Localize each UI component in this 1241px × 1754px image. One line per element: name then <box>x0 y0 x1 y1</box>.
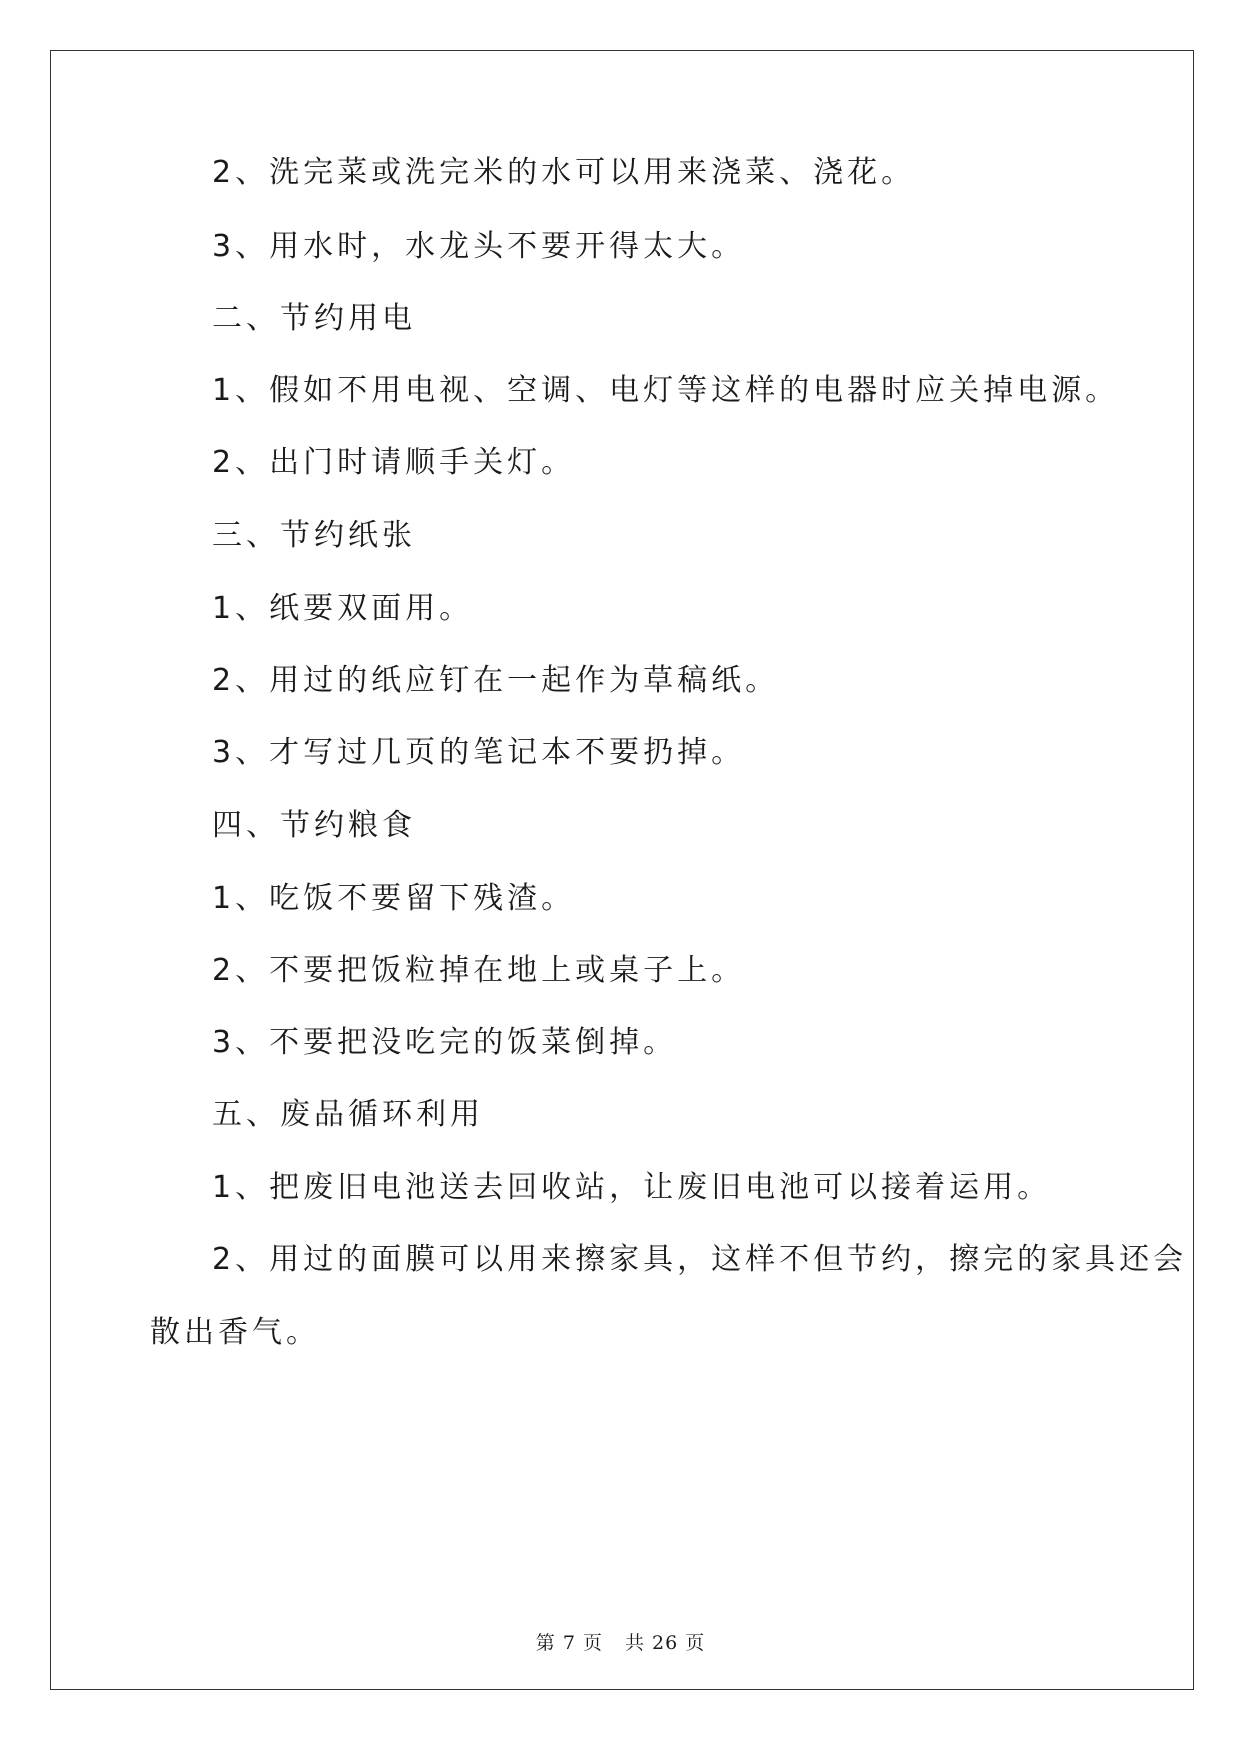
page-border <box>50 50 1194 1690</box>
paragraph: 3、不要把没吃完的饭菜倒掉。 <box>212 1025 678 1060</box>
paragraph: 2、用过的纸应钉在一起作为草稿纸。 <box>212 663 780 698</box>
paragraph: 3、用水时，水龙头不要开得太大。 <box>212 229 746 264</box>
paragraph: 1、纸要双面用。 <box>212 591 474 626</box>
section-heading: 五、废品循环利用 <box>212 1097 484 1132</box>
paragraph: 1、吃饭不要留下残渣。 <box>212 881 576 916</box>
paragraph: 1、把废旧电池送去回收站，让废旧电池可以接着运用。 <box>212 1170 1052 1205</box>
paragraph: 3、才写过几页的笔记本不要扔掉。 <box>212 735 746 770</box>
paragraph: 2、洗完菜或洗完米的水可以用来浇菜、浇花。 <box>212 155 916 190</box>
page-footer <box>0 1628 1241 1655</box>
total-pages: 共 26 页 <box>624 1632 706 1654</box>
paragraph-continuation: 散出香气。 <box>150 1315 320 1350</box>
paragraph: 1、假如不用电视、空调、电灯等这样的电器时应关掉电源。 <box>212 373 1120 408</box>
section-heading: 四、节约粮食 <box>212 808 416 843</box>
page-number: 第 7 页 <box>535 1632 603 1654</box>
paragraph: 2、出门时请顺手关灯。 <box>212 445 576 480</box>
section-heading: 二、节约用电 <box>212 301 416 336</box>
section-heading: 三、节约纸张 <box>212 518 416 553</box>
paragraph: 2、用过的面膜可以用来擦家具，这样不但节约，擦完的家具还会 <box>212 1242 1188 1277</box>
paragraph: 2、不要把饭粒掉在地上或桌子上。 <box>212 953 746 988</box>
